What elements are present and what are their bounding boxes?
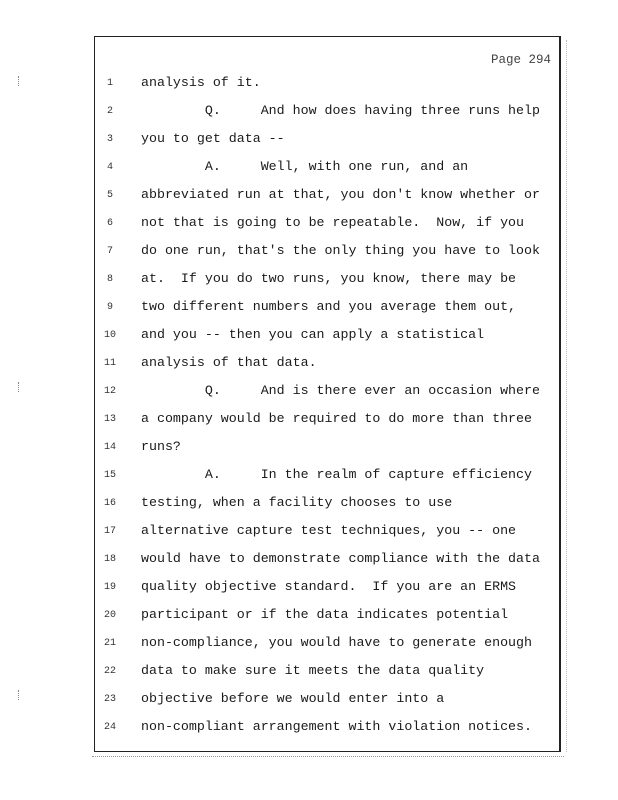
line-number: 8: [106, 274, 113, 285]
transcript-line: [95, 523, 559, 551]
line-number: 7: [106, 246, 113, 257]
line-text: Q. And how does having three runs help: [141, 103, 540, 118]
line-text: non-compliance, you would have to generate enough: [141, 635, 532, 650]
line-number: 16: [103, 498, 116, 509]
transcript-line: [95, 355, 559, 383]
bottom-dotted-rule: [92, 756, 564, 757]
line-number: 10: [103, 330, 116, 341]
line-text: Q. And is there ever an occasion where: [141, 383, 540, 398]
line-number: 14: [103, 442, 116, 453]
line-text: alternative capture test techniques, you -- one: [141, 523, 517, 538]
transcript-line: [95, 607, 559, 635]
margin-mark-bottom: [18, 690, 21, 700]
margin-mark-top: [18, 76, 21, 86]
line-text: A. Well, with one run, and an: [141, 159, 469, 174]
line-text: quality objective standard. If you are an ERMS: [141, 579, 517, 594]
line-text: objective before we would enter into a: [141, 691, 445, 706]
line-text: you to get data --: [141, 131, 285, 146]
transcript-line: [95, 75, 559, 103]
transcript-line: [95, 103, 559, 131]
line-number: 12: [103, 386, 116, 397]
transcript-line: [95, 551, 559, 579]
page-number: Page 294: [490, 53, 551, 67]
transcript-page: [94, 36, 561, 752]
line-text: runs?: [141, 439, 181, 454]
margin-mark-middle: [18, 382, 21, 392]
transcript-line: [95, 187, 559, 215]
line-number: 4: [106, 162, 113, 173]
transcript-line: [95, 719, 559, 747]
line-number: 22: [103, 666, 116, 677]
line-number: 3: [106, 134, 113, 145]
line-number: 6: [106, 218, 113, 229]
transcript-line: [95, 131, 559, 159]
line-text: abbreviated run at that, you don't know whether or: [141, 187, 540, 202]
line-text: at. If you do two runs, you know, there may be: [141, 271, 517, 286]
transcript-line: [95, 383, 559, 411]
line-text: would have to demonstrate compliance with the data: [141, 551, 540, 566]
line-number: 5: [106, 190, 113, 201]
right-dotted-rule: [566, 40, 567, 752]
line-number: 23: [103, 694, 116, 705]
line-number: 20: [103, 610, 116, 621]
line-number: 9: [106, 302, 113, 313]
line-number: 15: [103, 470, 116, 481]
line-text: a company would be required to do more than three: [141, 411, 532, 426]
transcript-line: [95, 467, 559, 495]
transcript-line: [95, 159, 559, 187]
line-text: analysis of it.: [141, 75, 261, 90]
line-text: two different numbers and you average them out,: [141, 299, 517, 314]
line-number: 19: [103, 582, 116, 593]
line-text: non-compliant arrangement with violation notices.: [141, 719, 532, 734]
transcript-line: [95, 439, 559, 467]
line-number: 21: [103, 638, 116, 649]
line-text: A. In the realm of capture efficiency: [141, 467, 532, 482]
transcript-line: [95, 299, 559, 327]
line-number: 2: [106, 106, 113, 117]
line-text: and you -- then you can apply a statistical: [141, 327, 485, 342]
line-text: not that is going to be repeatable. Now, if you: [141, 215, 525, 230]
transcript-line: [95, 327, 559, 355]
transcript-line: [95, 691, 559, 719]
transcript-line: [95, 495, 559, 523]
line-number: 11: [103, 358, 116, 369]
transcript-line: [95, 271, 559, 299]
line-text: data to make sure it meets the data quality: [141, 663, 485, 678]
line-number: 13: [103, 414, 116, 425]
line-text: analysis of that data.: [141, 355, 317, 370]
transcript-line: [95, 243, 559, 271]
transcript-line: [95, 215, 559, 243]
line-text: do one run, that's the only thing you have to look: [141, 243, 540, 258]
line-number: 18: [103, 554, 116, 565]
transcript-line: [95, 663, 559, 691]
line-text: participant or if the data indicates potential: [141, 607, 509, 622]
line-number: 17: [103, 526, 116, 537]
transcript-line: [95, 411, 559, 439]
transcript-line: [95, 579, 559, 607]
line-number: 24: [103, 722, 116, 733]
line-number: 1: [106, 78, 113, 89]
transcript-line: [95, 635, 559, 663]
line-text: testing, when a facility chooses to use: [141, 495, 453, 510]
